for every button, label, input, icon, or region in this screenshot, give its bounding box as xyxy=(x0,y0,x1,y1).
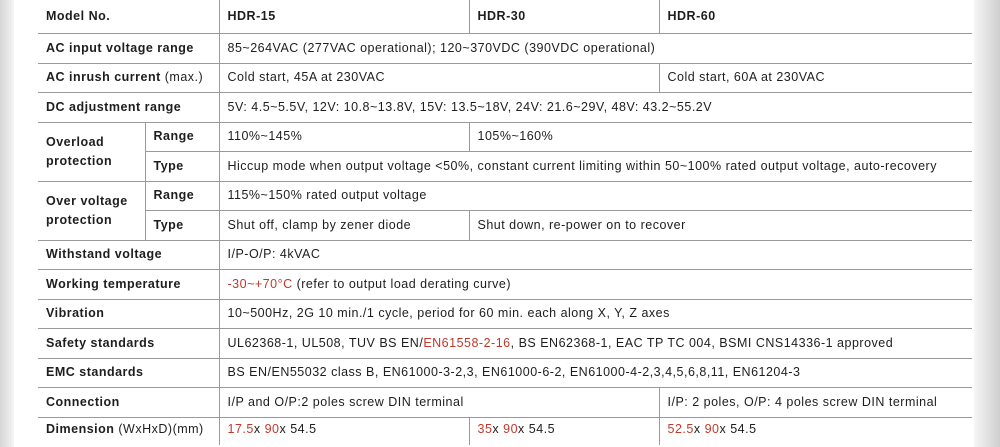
vibration-value: 10~500Hz, 2G 10 min./1 cycle, period for 60 min. each along X, Y, Z axes xyxy=(219,299,972,329)
dim60-w: 52.5 xyxy=(667,421,694,436)
table-row-vibration xyxy=(38,299,972,329)
withstand-value: I/P-O/P: 4kVAC xyxy=(219,240,972,270)
connection-label: Connection xyxy=(38,388,219,418)
ac-inrush-value-60: Cold start, 60A at 230VAC xyxy=(659,63,972,93)
dim15-x: x xyxy=(253,421,265,436)
table-row-ac-input xyxy=(38,34,972,64)
dim30-h: 90 xyxy=(503,421,519,436)
table-row-dc-adj xyxy=(38,93,972,123)
table-row-connection xyxy=(38,388,972,418)
ov-range-label: Range xyxy=(145,181,219,211)
spec-table xyxy=(38,0,972,445)
overload-type-label: Type xyxy=(145,152,219,182)
dimension-label xyxy=(38,417,219,445)
right-edge-shadow xyxy=(974,0,1000,447)
ac-inrush-unit: (max.) xyxy=(164,70,204,85)
emc-value: BS EN/EN55032 class B, EN61000-3-2,3, EN61000-6-2, EN61000-4-2,3,4,5,6,8,11, EN61204-3 xyxy=(219,358,972,388)
working-temp-label: Working temperature xyxy=(38,270,219,300)
dimension-hdr-30 xyxy=(469,417,659,445)
overload-range-30-60: 105%~160% xyxy=(469,122,972,152)
withstand-label: Withstand voltage xyxy=(38,240,219,270)
dimension-label-text: Dimension xyxy=(46,421,115,436)
model-hdr-60: HDR-60 xyxy=(659,0,972,34)
safety-label: Safety standards xyxy=(38,329,219,359)
table-row-working-temp xyxy=(38,270,972,300)
dc-adj-value: 5V: 4.5~5.5V, 12V: 10.8~13.8V, 15V: 13.5~18V, 24V: 21.6~29V, 48V: 43.2~55.2V xyxy=(219,93,972,123)
safety-value xyxy=(219,329,972,359)
connection-value-60: I/P: 2 poles, O/P: 4 poles screw DIN terminal xyxy=(659,388,972,418)
emc-label: EMC standards xyxy=(38,358,219,388)
table-row-withstand xyxy=(38,240,972,270)
overload-range-15: 110%~145% xyxy=(219,122,469,152)
dim60-h: 90 xyxy=(704,421,720,436)
table-row-ov-range xyxy=(38,181,972,211)
working-temp-note: (refer to output load derating curve) xyxy=(292,276,512,291)
table-row-overload-range xyxy=(38,122,972,152)
ac-inrush-value-15-30: Cold start, 45A at 230VAC xyxy=(219,63,659,93)
ov-type-label: Type xyxy=(145,211,219,241)
dim60-x: x xyxy=(693,421,705,436)
dc-adj-label: DC adjustment range xyxy=(38,93,219,123)
overload-label: Overload protection xyxy=(38,122,145,181)
safety-highlight: EN61558-2-16 xyxy=(423,335,511,350)
table-row-safety xyxy=(38,329,972,359)
table-row-overload-type xyxy=(38,152,972,182)
ac-input-label: AC input voltage range xyxy=(38,34,219,64)
dim60-rest: x 54.5 xyxy=(719,421,757,436)
vibration-label: Vibration xyxy=(38,299,219,329)
dimension-hdr-15 xyxy=(219,417,469,445)
dim30-rest: x 54.5 xyxy=(518,421,556,436)
over-voltage-label: Over voltage protection xyxy=(38,181,145,240)
ov-type-30-60: Shut down, re-power on to recover xyxy=(469,211,972,241)
dim15-w: 17.5 xyxy=(227,421,254,436)
dim30-w: 35 xyxy=(477,421,493,436)
table-row-emc xyxy=(38,358,972,388)
dim30-x: x xyxy=(492,421,504,436)
table-row-ov-type xyxy=(38,211,972,241)
safety-part2: , BS EN62368-1, EAC TP TC 004, BSMI CNS14336-1 approved xyxy=(510,335,894,350)
model-no-label: Model No. xyxy=(38,0,219,34)
working-temp-value xyxy=(219,270,972,300)
model-hdr-30: HDR-30 xyxy=(469,0,659,34)
dim15-rest: x 54.5 xyxy=(279,421,317,436)
dimension-unit: (WxHxD)(mm) xyxy=(118,421,204,436)
dim15-h: 90 xyxy=(264,421,280,436)
dimension-hdr-60 xyxy=(659,417,972,445)
ac-inrush-label-text: AC inrush current xyxy=(46,70,161,85)
overload-range-label: Range xyxy=(145,122,219,152)
connection-value-15-30: I/P and O/P:2 poles screw DIN terminal xyxy=(219,388,659,418)
table-row-model xyxy=(38,0,972,34)
table-row-dimension xyxy=(38,417,972,445)
safety-part1: UL62368-1, UL508, TUV BS EN/ xyxy=(227,335,424,350)
left-edge-shadow xyxy=(0,0,14,447)
ac-inrush-label xyxy=(38,63,219,93)
ac-input-value: 85~264VAC (277VAC operational); 120~370VDC (390VDC operational) xyxy=(219,34,972,64)
ov-type-15: Shut off, clamp by zener diode xyxy=(219,211,469,241)
model-hdr-15: HDR-15 xyxy=(219,0,469,34)
working-temp-range: -30~+70°C xyxy=(227,276,293,291)
ov-range-value: 115%~150% rated output voltage xyxy=(219,181,972,211)
table-row-ac-inrush xyxy=(38,63,972,93)
overload-type-value: Hiccup mode when output voltage <50%, constant current limiting within 50~100% rated output voltage, auto-recovery xyxy=(219,152,972,182)
